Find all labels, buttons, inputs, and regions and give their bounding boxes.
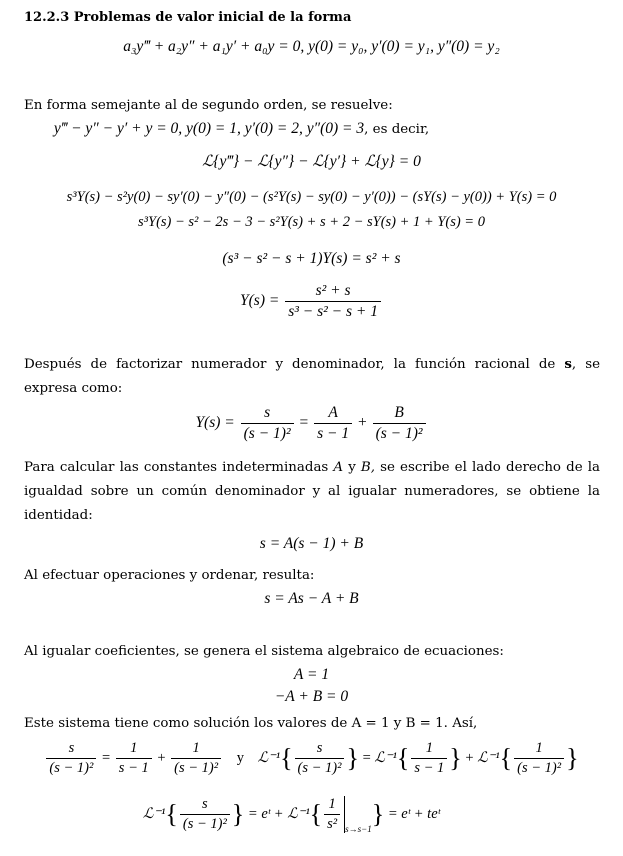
final1-inverse-laplace-1: ℒ⁻¹ — [257, 749, 281, 766]
final1-f2-den: s − 1 — [116, 758, 152, 777]
final1-plus: + — [157, 749, 166, 766]
equation-final-1 — [0, 740, 623, 777]
paragraph-constants — [24, 456, 600, 528]
final1-g1-den: (s − 1)² — [295, 758, 345, 777]
final1-g1-num: s — [316, 740, 323, 756]
partial-f1-num: s — [264, 404, 271, 421]
paragraph-solution: Este sistema tiene como solución los valores de A = 1 y B = 1. Así, — [24, 716, 478, 731]
paragraph-intro: En forma semejante al de segundo orden, se resuelve: — [24, 98, 393, 113]
equation-system-1: A = 1 — [293, 666, 330, 683]
final2-brace-open-1: { — [165, 799, 178, 829]
final2-result: = eᵗ + teᵗ — [387, 805, 441, 822]
partial-f2-num: A — [328, 404, 338, 421]
final1-y-word: y — [236, 749, 244, 766]
equation-grouped: (s³ − s² − s + 1)Y(s) = s² + s — [222, 250, 401, 267]
es-decir-text: , es decir, — [364, 122, 430, 137]
final1-plus-2: + — [465, 749, 474, 766]
final2-brace-open-2: { — [309, 799, 323, 829]
final1-f1-num: s — [68, 740, 75, 756]
partial-f3-num: B — [394, 404, 404, 421]
paragraph-factorize-a: Después de factorizar numerador y denominador, la función racional de — [24, 357, 565, 372]
final2-h1-den: (s − 1)² — [180, 814, 230, 833]
equation-general-form: a₃y‴ + a₂y″ + a₁y′ + a₀y = 0, y(0) = y₀, y′(0) = y₁, y″(0) = y₂ — [123, 38, 500, 55]
final1-brace-open-3: { — [499, 743, 513, 773]
final1-g3-den: (s − 1)² — [514, 758, 564, 777]
final1-brace-open-2: { — [396, 743, 410, 773]
equation-expanded-1: s³Y(s) − s²y(0) − sy′(0) − y″(0) − (s²Y(s) − sy(0) − y′(0)) − (sY(s) − y(0)) + Y(s) = 0 — [66, 189, 557, 205]
partial-plus: + — [357, 414, 367, 432]
partial-lhs: Y(s) = — [195, 414, 235, 432]
partial-fraction-2 — [314, 404, 352, 443]
paragraph-operations: Al efectuar operaciones y ordenar, resulta: — [24, 568, 315, 583]
paragraph-factorize-bold: s — [564, 356, 572, 372]
final2-h2-num: 1 — [328, 796, 336, 812]
paragraph-factorize — [24, 352, 600, 401]
final1-inverse-laplace-3: ℒ⁻¹ — [477, 749, 500, 766]
final1-fraction-2 — [116, 740, 152, 777]
partial-f1-den: (s − 1)² — [241, 423, 294, 443]
final1-g3 — [514, 740, 564, 777]
final1-f3-num: 1 — [192, 740, 200, 756]
equation-identity: s = A(s − 1) + B — [259, 535, 364, 552]
paragraph-factorize-b: , se expresa como: — [24, 357, 600, 396]
equation-expanded-2: s³Y(s) − s² − 2s − 3 − s²Y(s) + s + 2 − sY(s) + 1 + Y(s) = 0 — [138, 214, 485, 230]
equation-system-2: −A + B = 0 — [274, 688, 349, 705]
final1-g2 — [411, 740, 447, 777]
final2-middle: = eᵗ + ℒ⁻¹ — [247, 805, 310, 822]
final2-substitution: s→s−1 — [345, 823, 372, 834]
final1-fraction-1 — [46, 740, 96, 777]
final1-g2-den: s − 1 — [411, 758, 447, 777]
partial-fraction-3 — [373, 404, 426, 443]
final1-f1-den: (s − 1)² — [46, 758, 96, 777]
partial-f2-den: s − 1 — [314, 423, 352, 443]
final2-h1-num: s — [202, 796, 208, 812]
paragraph-constants-y: y — [343, 460, 361, 475]
Ys-numerator: s² + s — [315, 282, 351, 299]
equation-ordered: s = As − A + B — [264, 590, 359, 607]
final1-equals-2: = — [362, 749, 371, 766]
equation-Y-of-s — [0, 282, 623, 321]
Ys-lhs: Y(s) = — [240, 292, 280, 310]
final1-equals: = — [101, 749, 111, 766]
final1-brace-close-1: } — [346, 743, 359, 773]
partial-fraction-1 — [241, 404, 294, 443]
constant-A: A — [333, 460, 344, 475]
Ys-denominator: s³ − s² − s + 1 — [285, 301, 381, 321]
equation-partial-fractions — [0, 404, 623, 443]
Ys-fraction — [285, 282, 381, 321]
paragraph-constants-a: Para calcular las constantes indeterminadas — [24, 460, 334, 475]
final2-brace-close-1: } — [231, 799, 245, 829]
final2-h2-den: s² — [324, 814, 340, 833]
final2-h2 — [324, 796, 340, 833]
paragraph-coefficients: Al igualar coeficientes, se genera el sistema algebraico de ecuaciones: — [24, 644, 504, 659]
final2-inverse-laplace: ℒ⁻¹ — [142, 805, 166, 822]
partial-equals: = — [299, 414, 309, 432]
final1-g3-num: 1 — [535, 740, 543, 756]
equation-problem-text: y‴ − y″ − y′ + y = 0, y(0) = 1, y′(0) = 2, y″(0) = 3 — [53, 120, 365, 137]
final2-evaluated — [322, 796, 345, 833]
final1-g1 — [295, 740, 345, 777]
final1-g2-num: 1 — [425, 740, 433, 756]
final1-brace-close-3: } — [566, 743, 579, 773]
paragraph-constants-b: se escribe el lado derecho de la igualdad sobre un común denominador y al igualar numeradores, se obtiene la identidad: — [24, 460, 600, 523]
final1-brace-open-1: { — [280, 743, 293, 773]
final1-fraction-3 — [171, 740, 221, 777]
final2-h1 — [180, 796, 230, 833]
equation-final-2 — [0, 796, 603, 834]
constant-B: B, — [360, 460, 376, 475]
equation-problem — [0, 120, 553, 138]
partial-f3-den: (s − 1)² — [373, 423, 426, 443]
final1-f2-num: 1 — [130, 740, 138, 756]
final1-brace-close-2: } — [449, 743, 462, 773]
final1-inverse-laplace-2: ℒ⁻¹ — [374, 749, 397, 766]
final1-f3-den: (s − 1)² — [171, 758, 221, 777]
final2-brace-close-2: } — [371, 799, 385, 829]
section-heading: 12.2.3 Problemas de valor inicial de la forma — [24, 10, 352, 25]
equation-laplace-transform: ℒ{y‴} − ℒ{y″} − ℒ{y′} + ℒ{y} = 0 — [202, 153, 421, 170]
